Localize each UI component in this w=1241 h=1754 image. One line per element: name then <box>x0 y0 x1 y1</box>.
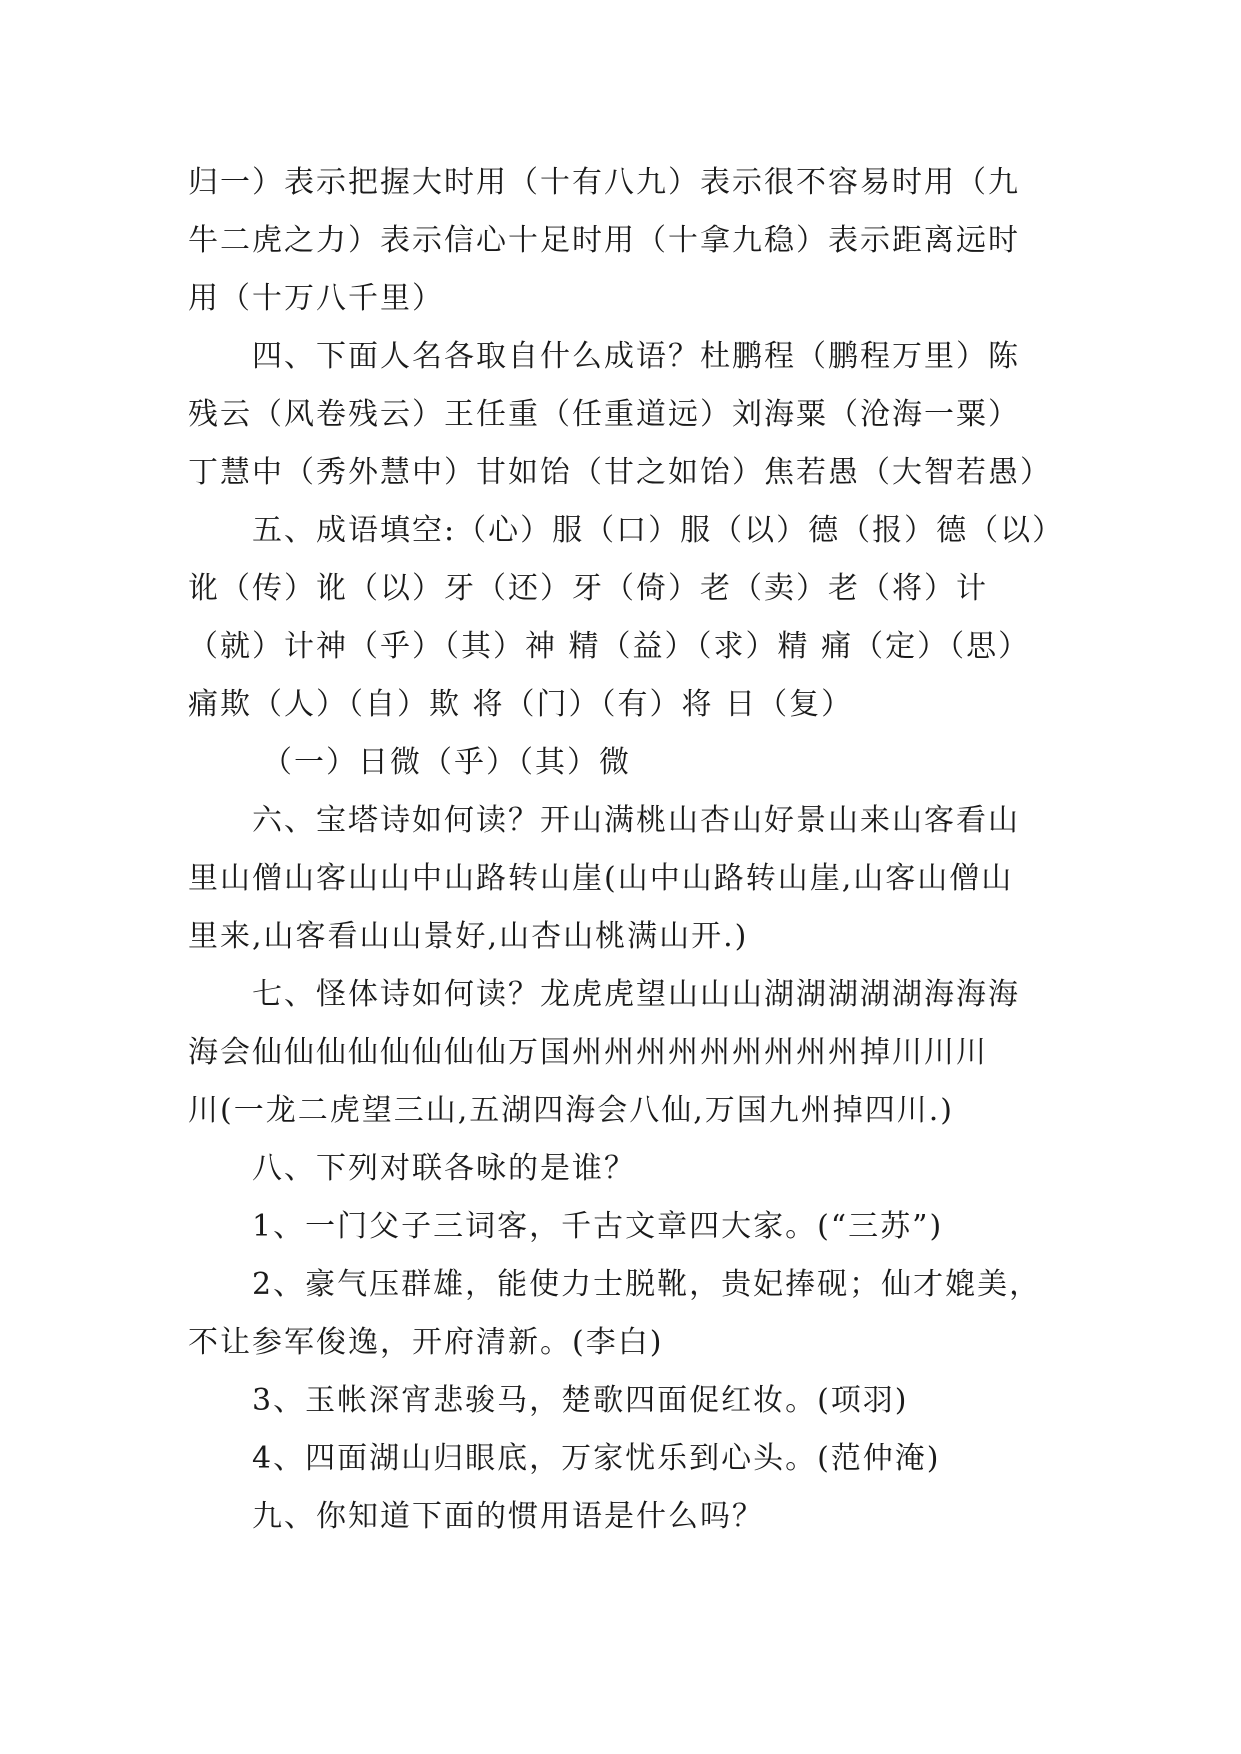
text-line: 里来,山客看山山景好,山杏山桃满山开.) <box>188 919 749 954</box>
text-line: （一）日微（乎）（其）微 <box>262 745 631 780</box>
text-line: 归一）表示把握大时用（十有八九）表示很不容易时用（九 <box>188 165 1020 200</box>
couplet-item-3: 3、玉帐深宵悲骏马，楚歌四面促红妆。(项羽) <box>252 1383 909 1418</box>
couplet-item-1: 1、一门父子三词客，千古文章四大家。(“三苏”) <box>252 1209 944 1244</box>
text-line: 残云（风卷残云）王任重（任重道远）刘海粟（沧海一粟） <box>188 397 1020 432</box>
couplet-item-2: 2、豪气压群雄，能使力士脱靴，贵妃捧砚；仙才媲美， <box>252 1267 1042 1302</box>
section-four-heading: 四、下面人名各取自什么成语？杜鹏程（鹏程万里）陈 <box>252 339 1020 374</box>
text-line: （就）计神（乎）（其）神 精（益）（求）精 痛（定）（思） <box>188 629 1031 664</box>
text-line: 里山僧山客山山中山路转山崖(山中山路转山崖,山客山僧山 <box>188 861 1014 896</box>
section-five-heading: 五、成语填空:（心）服（口）服（以）德（报）德（以） <box>252 513 1065 548</box>
couplet-item-4: 4、四面湖山归眼底，万家忧乐到心头。(范仲淹) <box>252 1441 941 1476</box>
text-line: 海会仙仙仙仙仙仙仙仙万国州州州州州州州州州掉川川川 <box>188 1035 988 1070</box>
section-nine-heading: 九、你知道下面的惯用语是什么吗？ <box>252 1499 764 1534</box>
text-line: 丁慧中（秀外慧中）甘如饴（甘之如饴）焦若愚（大智若愚） <box>188 455 1052 490</box>
section-seven-heading: 七、怪体诗如何读？龙虎虎望山山山湖湖湖湖湖海海海 <box>252 977 1020 1012</box>
text-line: 不让参军俊逸，开府清新。(李白) <box>188 1325 664 1360</box>
text-line: 用（十万八千里） <box>188 281 444 316</box>
document-page <box>188 154 1065 1546</box>
text-line: 川(一龙二虎望三山,五湖四海会八仙,万国九州掉四川.) <box>188 1093 955 1128</box>
text-line: 讹（传）讹（以）牙（还）牙（倚）老（卖）老（将）计 <box>188 571 988 606</box>
section-six-heading: 六、宝塔诗如何读？开山满桃山杏山好景山来山客看山 <box>252 803 1020 838</box>
text-line: 牛二虎之力）表示信心十足时用（十拿九稳）表示距离远时 <box>188 223 1020 258</box>
section-eight-heading: 八、下列对联各咏的是谁？ <box>252 1151 636 1186</box>
text-line: 痛欺（人）（自）欺 将（门）（有）将 日（复） <box>188 687 854 722</box>
